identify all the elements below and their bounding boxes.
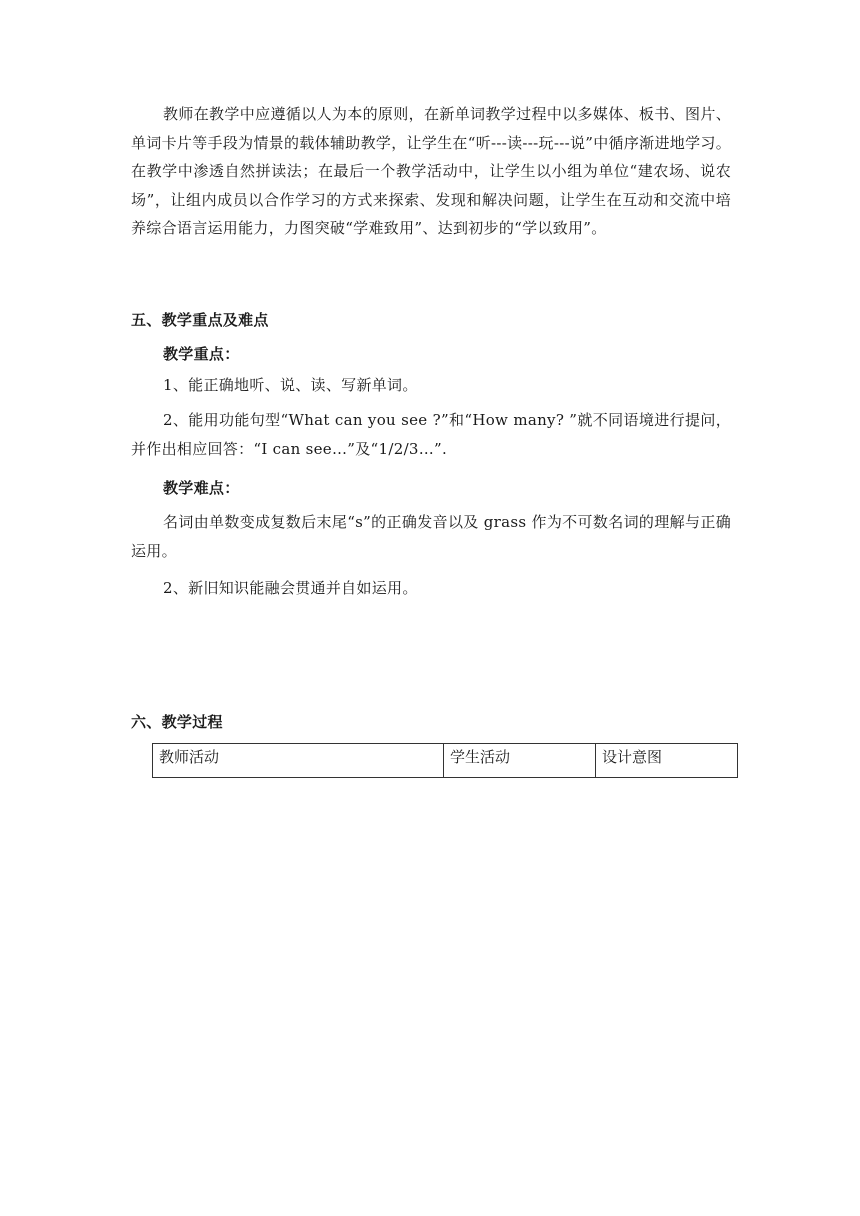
key-point-1: 1、能正确地听、说、读、写新单词。 [163, 376, 418, 394]
header-teacher-activity: 教师活动 [153, 744, 444, 778]
section-5-title: 五、教学重点及难点 [131, 311, 269, 329]
difficult-points-label: 教学难点： [163, 479, 240, 497]
intro-paragraph: 教师在教学中应遵循以人为本的原则，在新单词教学过程中以多媒体、板书、图片、单词卡片等手段为情景的载体辅助教学，让学生在“听---读---玩---说”中循序渐进地学习。在教学中渗透自然拼读法；在最后一个教学活动中，让学生以小组为单位“建农场、说农场”，让组内成员以合作学习的方式来探索、发现和解决问题，让学生在互动和交流中培养综合语言运用能力，力图突破“学难致用”、达到初步的“学以致用”。 [131, 105, 731, 238]
difficult-point-1: 名词由单数变成复数后末尾“s”的正确发音以及 grass 作为不可数名词的理解与正确运用。 [131, 513, 731, 560]
section-6-title: 六、教学过程 [131, 713, 223, 731]
teaching-process-table [152, 743, 738, 778]
key-points-label: 教学重点： [163, 345, 240, 363]
header-student-activity: 学生活动 [444, 744, 596, 778]
header-design-intent: 设计意图 [596, 744, 738, 778]
table-header-row [153, 744, 738, 778]
key-point-2: 2、能用功能句型“What can you see ?”和“How many? ”就不同语境进行提问，并作出相应回答：“I can see…”及“1/2/3…”. [131, 411, 731, 458]
difficult-point-2: 2、新旧知识能融会贯通并自如运用。 [163, 579, 418, 597]
